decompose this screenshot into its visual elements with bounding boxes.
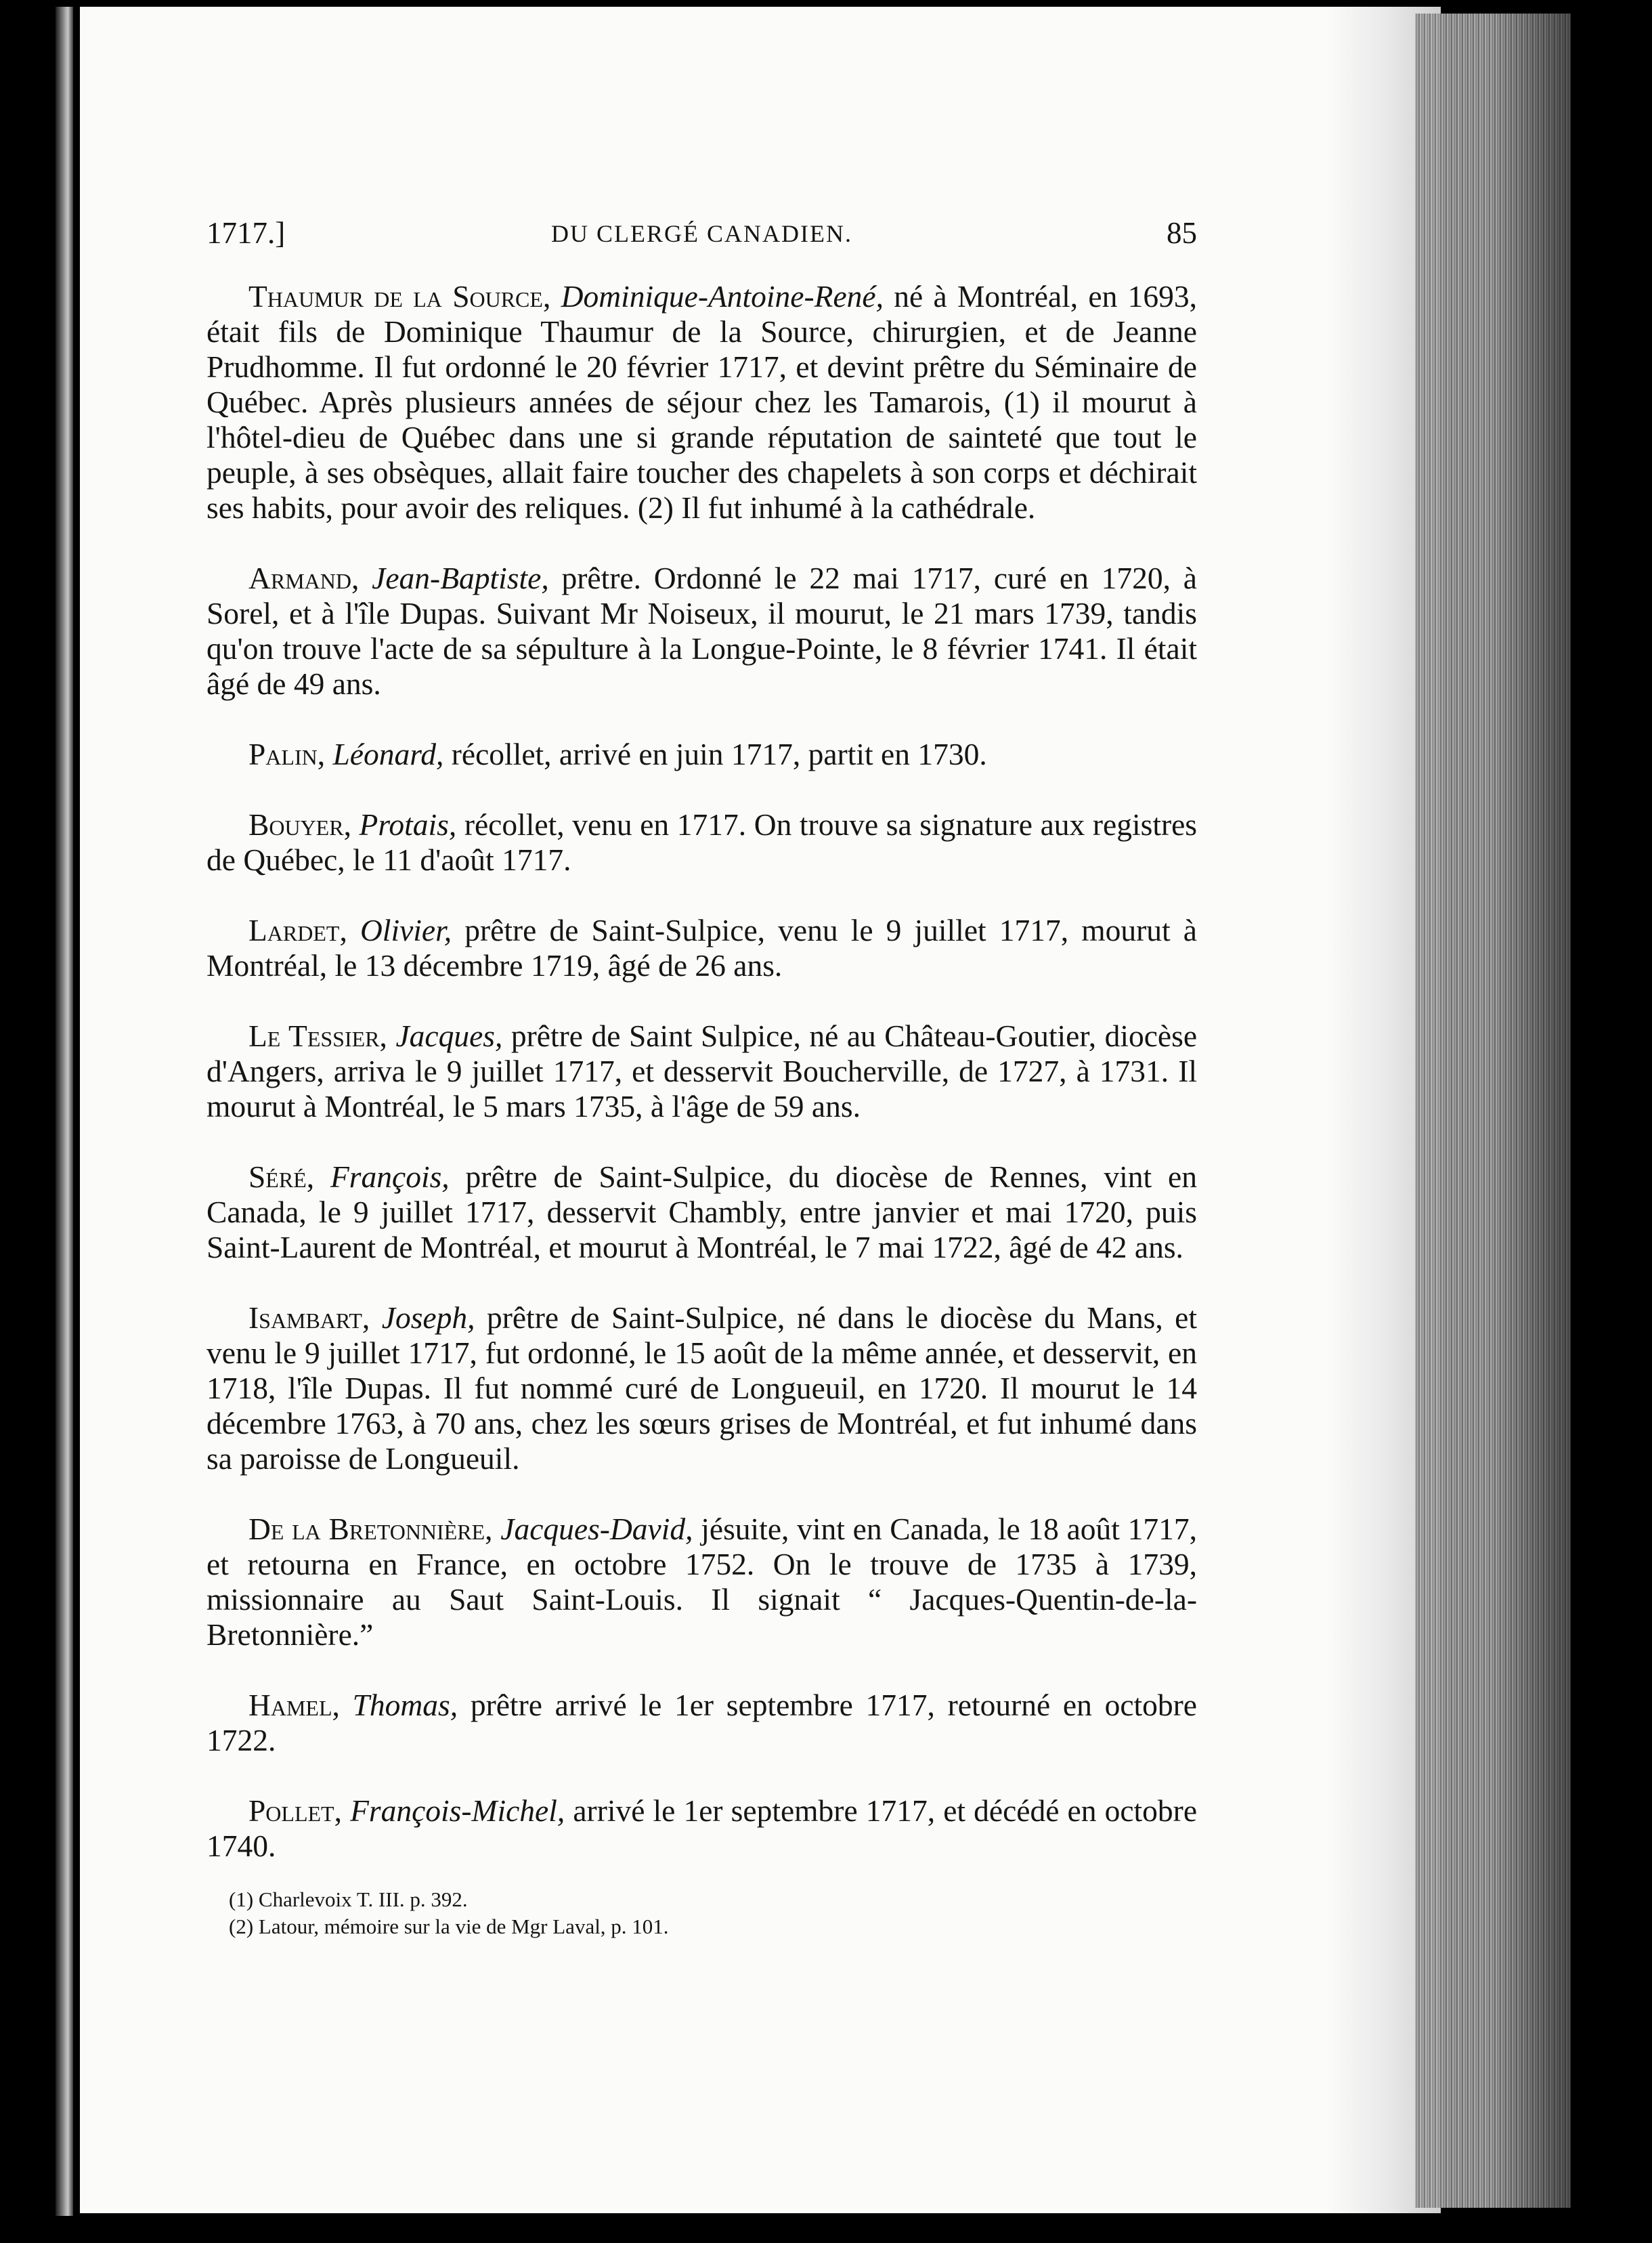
entry-given-name: Dominique-Antoine-René,	[561, 279, 884, 314]
entry-given-name: Jacques-David,	[500, 1512, 693, 1546]
entry-given-name: Thomas,	[352, 1688, 458, 1722]
biography-entry	[206, 1300, 1197, 1476]
biography-entry	[206, 737, 1197, 772]
footnote: (2) Latour, mémoire sur la vie de Mgr Laval, p. 101.	[229, 1915, 669, 1938]
biography-entry	[206, 279, 1197, 526]
entry-surname: Séré,	[248, 1159, 315, 1194]
entry-surname: Palin,	[248, 737, 326, 771]
entry-surname: Armand,	[248, 561, 360, 595]
footnotes	[229, 1886, 1109, 1940]
entry-surname: Pollet,	[248, 1793, 342, 1828]
entry-surname: Le Tessier,	[248, 1019, 387, 1053]
entry-given-name: Joseph,	[381, 1300, 475, 1335]
biography-entry	[206, 561, 1197, 702]
entry-given-name: Jean-Baptiste,	[372, 561, 549, 595]
entry-given-name: François-Michel,	[350, 1793, 565, 1828]
footnote: (1) Charlevoix T. III. p. 392.	[229, 1887, 468, 1911]
entry-text: prêtre. Ordonné le 22 mai 1717, curé en 1720, à Sorel, et à l'île Dupas. Suivant Mr Noiseux, il mourut, le 21 mars 1739, tandis qu'on trouve l'acte de sa sépulture à la Longue-Pointe, le 8 février 1741. Il était âgé de 49 ans.	[206, 561, 1198, 701]
entry-surname: De la Bretonnière,	[248, 1512, 493, 1546]
biography-entry	[206, 1793, 1197, 1864]
entry-text: prêtre de Saint-Sulpice, né dans le diocèse du Mans, et venu le 9 juillet 1717, fut ordonné, le 15 août de la même année, et desservit, en 1718, l'île Dupas. Il fut nommé curé de Longueuil, en 1720. Il mourut le 14 décembre 1763, à 70 ans, chez les sœurs grises de Montréal, et fut inhumé dans sa paroisse de Longueuil.	[206, 1300, 1197, 1476]
running-head-title: DU CLERGÉ CANADIEN.	[551, 220, 852, 247]
entry-given-name: Olivier,	[360, 913, 452, 947]
biography-entry	[206, 1688, 1197, 1758]
right-scan-border	[1571, 0, 1652, 2243]
entry-text: jésuite, vint en Canada, le 18 août 1717, et retourna en France, en octobre 1752. On le trouve de 1735 à 1739, missionnaire au Saut Saint-Louis. Il signait “ Jacques-Quentin-de-la-Bretonnière.”	[206, 1512, 1198, 1652]
entry-text: prêtre de Saint-Sulpice, du diocèse de Rennes, vint en Canada, le 9 juillet 1717, desservit Chambly, entre janvier et mai 1720, puis Saint-Laurent de Montréal, et mourut à Montréal, le 7 mai 1722, âgé de 42 ans.	[206, 1159, 1198, 1264]
page-number: 85	[1167, 216, 1197, 250]
entry-surname: Bouyer,	[248, 807, 351, 842]
entry-given-name: Protais,	[359, 807, 457, 842]
facing-page-edge	[56, 7, 73, 2216]
biography-entry	[206, 807, 1197, 878]
body-text	[206, 279, 1197, 1864]
biography-entry	[206, 913, 1197, 983]
entry-surname: Isambart,	[248, 1300, 370, 1335]
entry-text: récollet, venu en 1717. On trouve sa signature aux registres de Québec, le 11 d'août 1717.	[206, 807, 1198, 877]
entry-text: arrivé le 1er septembre 1717, et décédé en octobre 1740.	[206, 1793, 1198, 1863]
entry-given-name: François,	[330, 1159, 450, 1194]
entry-surname: Hamel,	[248, 1688, 340, 1722]
running-head	[206, 215, 1197, 256]
entry-surname: Thaumur de la Source,	[248, 279, 551, 314]
biography-entry	[206, 1159, 1197, 1265]
page-stack-shadow	[1490, 14, 1578, 2208]
entry-given-name: Léonard,	[332, 737, 444, 771]
entry-text: né à Montréal, en 1693, était fils de Dominique Thaumur de la Source, chirurgien, et de Jeanne Prudhomme. Il fut ordonné le 20 février 1717, et devint prêtre du Séminaire de Québec. Après plusieurs années de séjour chez les Tamarois, (1) il mourut à l'hôtel-dieu de Québec dans une si grande réputation de sainteté que tout le peuple, à ses obsèques, allait faire toucher des chapelets à son corps et déchirait ses habits, pour avoir des reliques. (2) Il fut inhumé à la cathédrale.	[206, 279, 1198, 525]
entry-text: prêtre arrivé le 1er septembre 1717, retourné en octobre 1722.	[206, 1688, 1197, 1757]
entry-text: récollet, arrivé en juin 1717, partit en 1730.	[451, 737, 987, 771]
entry-given-name: Jacques,	[395, 1019, 503, 1053]
entry-surname: Lardet,	[248, 913, 347, 947]
biography-entry	[206, 1512, 1197, 1652]
running-head-year: 1717.]	[206, 216, 286, 250]
entry-text: prêtre de Saint-Sulpice, venu le 9 juillet 1717, mourut à Montréal, le 13 décembre 1719, âgé de 26 ans.	[206, 913, 1197, 983]
entry-text: prêtre de Saint Sulpice, né au Château-Goutier, diocèse d'Angers, arriva le 9 juillet 1717, et desservit Boucherville, de 1727, à 1731. Il mourut à Montréal, le 5 mars 1735, à l'âge de 59 ans.	[206, 1019, 1198, 1124]
biography-entry	[206, 1019, 1197, 1124]
